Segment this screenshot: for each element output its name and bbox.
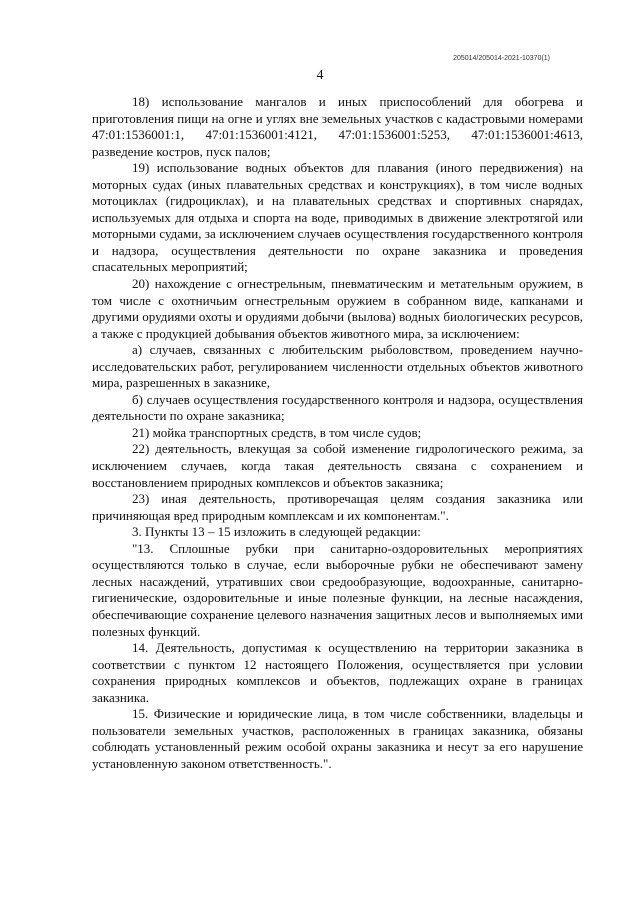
page-number: 4 bbox=[316, 68, 324, 83]
paragraph-clause-14: 14. Деятельность, допустимая к осуществлению на территории заказника в соответствии с пунктом 12 настоящего Положения, осуществляется при условии сохранения природных комплексов и объектов, подлежащих охране в границах заказника. bbox=[92, 640, 583, 705]
paragraph-item-21: 21) мойка транспортных средств, в том числе судов; bbox=[132, 424, 422, 440]
paragraph-item-23: 23) иная деятельность, противоречащая целям создания заказника или причиняющая вред природным комплексам и их компонентам.". bbox=[92, 491, 583, 523]
paragraph-item-20: 20) нахождение с огнестрельным, пневматическим и метательным оружием, в том числе с охотничьим огнестрельным оружием в собранном виде, капканами и другими орудиями охоты и орудиями добычи (вылова) водных биологических ресурсов, а также с продукцией добывания объектов животного мира, за исключением: bbox=[92, 276, 583, 341]
paragraph-subitem-b: б) случаев осуществления государственного контроля и надзора, осуществления деятельности по охране заказника; bbox=[92, 391, 583, 424]
paragraph-item-19: 19) использование водных объектов для плавания (иного передвижения) на моторных судах (иных плавательных средствах и конструкциях), в том числе водных мотоциклах (гидроциклах), и на плавательных средствах и спортивных снарядах, используемых для отдыха и спорта на воде, приводимых в движение электротягой или моторными судами, за исключением случаев осуществления государственного контроля и надзора, осуществления деятельности по охране заказника и проведения спасательных мероприятий; bbox=[92, 160, 583, 275]
paragraph-clause-13: "13. Сплошные рубки при санитарно-оздоровительных мероприятиях осуществляются только в случае, если выборочные рубки не обеспечивают замену лесных насаждений, утративших свои средообразующие, водоохранные, санитарно-гигиенические, оздоровительные и иные полезные функции, на лесные насаждения, обеспечивающие сохранение целевого назначения защитных лесов и выполняемых ими полезных функций. bbox=[92, 540, 583, 639]
paragraph-point-3: 3. Пункты 13 – 15 изложить в следующей редакции: bbox=[132, 524, 421, 540]
paragraph-item-18: 18) использование мангалов и иных приспособлений для обогрева и приготовления пищи на огне и углях вне земельных участков с кадастровыми номерами 47:01:1536001:1, 47:01:1536001:4121, 47:01:1536001:5253, 47:01:1536001:4613, разведение костров, пуск палов; bbox=[92, 94, 583, 159]
paragraph-clause-15: 15. Физические и юридические лица, в том числе собственники, владельцы и пользователи земельных участков, расположенных в границах заказника, обязаны соблюдать установленный режим особой охраны заказника и несут за его нарушение установленную законом ответственность.". bbox=[92, 706, 583, 771]
document-body bbox=[92, 94, 583, 772]
paragraph-subitem-a: а) случаев, связанных с любительским рыболовством, проведением научно-исследовательских работ, регулированием численности отдельных объектов животного мира, разрешенных в заказнике, bbox=[92, 342, 583, 391]
document-code: 205014/205014-2021-10370(1) bbox=[453, 55, 550, 62]
paragraph-item-22: 22) деятельность, влекущая за собой изменение гидрологического режима, за исключением случаев, когда такая деятельность связана с сохранением и восстановлением природных комплексов и объектов заказника; bbox=[92, 441, 583, 490]
